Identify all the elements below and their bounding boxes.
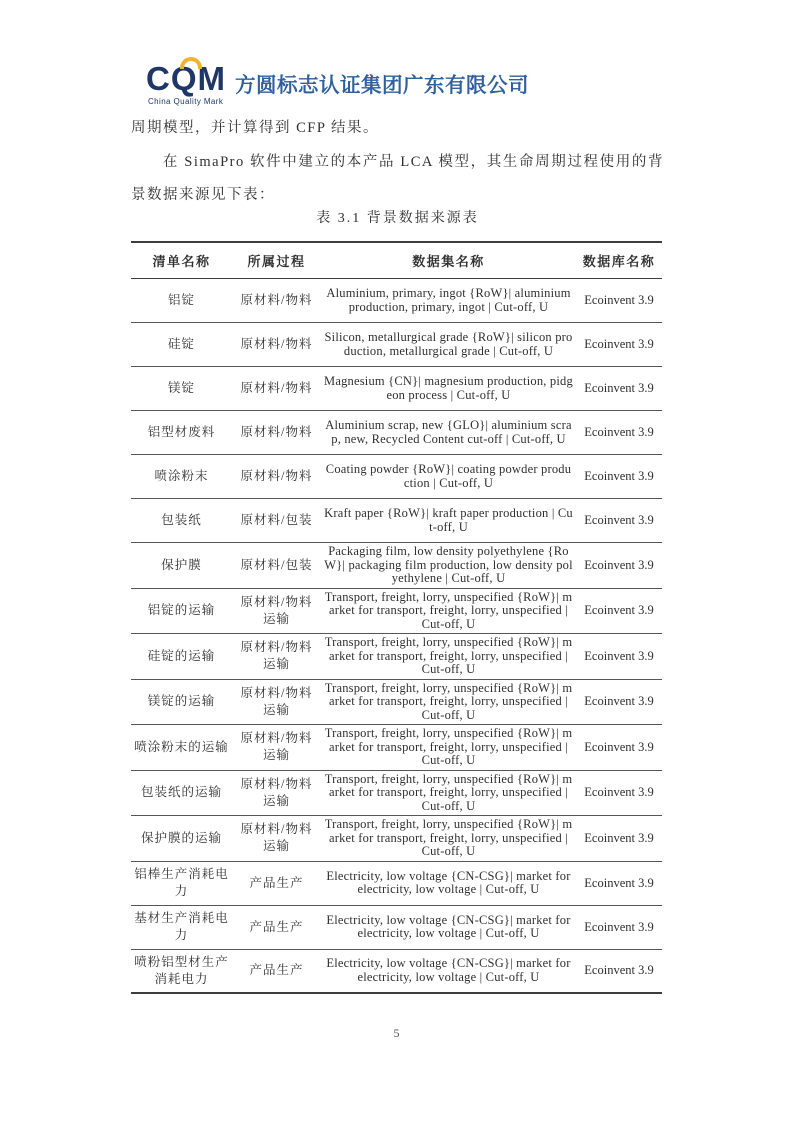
cell-process: 产品生产 [232,861,321,905]
cell-dataset: Aluminium scrap, new {GLO}| aluminium scrap, new, Recycled Content cut-off | Cut-off, U [321,411,576,455]
cell-process: 原材料/物料 [232,455,321,499]
cell-inventory-name: 铝型材废料 [131,411,232,455]
cell-database: Ecoinvent 3.9 [576,816,662,862]
cell-dataset: Packaging film, low density polyethylene {RoW}| packaging film production, low density polyethylene | Cut-off, U [321,543,576,589]
page-number: 5 [393,1026,400,1040]
cell-database: Ecoinvent 3.9 [576,323,662,367]
table-row [131,455,662,499]
table-row [131,588,662,634]
cell-dataset: Transport, freight, lorry, unspecified {RoW}| market for transport, freight, lorry, unspecified | Cut-off, U [321,725,576,771]
cell-inventory-name: 保护膜 [131,543,232,589]
header-database-name: 数据库名称 [576,242,662,279]
cqm-logo [146,62,226,106]
cell-process: 原材料/物料运输 [232,770,321,816]
cell-process: 产品生产 [249,963,304,978]
cell-dataset: Silicon, metallurgical grade {RoW}| silicon production, metallurgical grade | Cut-off, U [321,323,576,367]
header-process: 所属过程 [232,242,321,279]
cell-dataset: Aluminium, primary, ingot {RoW}| aluminium production, primary, ingot | Cut-off, U [321,279,576,323]
cell-database: Ecoinvent 3.9 [576,499,662,543]
table-row [131,770,662,816]
table-row [131,861,662,905]
logo-acronym: CQM [146,60,226,97]
cell-database: Ecoinvent 3.9 [576,279,662,323]
cell-process: 原材料/物料运输 [232,679,321,725]
cell-dataset: Electricity, low voltage {CN-CSG}| market for electricity, low voltage | Cut-off, U [321,905,576,949]
table-row [131,499,662,543]
table-row [131,634,662,680]
cell-dataset: Coating powder {RoW}| coating powder production | Cut-off, U [321,455,576,499]
cell-process: 原材料/包装 [232,499,321,543]
table-row [131,367,662,411]
cell-process: 原材料/物料运输 [232,634,321,680]
company-name: 方圆标志认证集团广东有限公司 [235,74,529,97]
header-inventory-name: 清单名称 [131,242,232,279]
table-caption: 表 3.1 背景数据来源表 [316,211,479,226]
cell-inventory-name: 包装纸 [131,499,232,543]
cell-process: 原材料/包装 [232,543,321,589]
cell-inventory-name: 喷涂粉末的运输 [131,725,232,771]
cell-database: Ecoinvent 3.9 [576,861,662,905]
cell-database: Ecoinvent 3.9 [576,588,662,634]
cell-inventory-name: 喷粉铝型材生产消耗电力 [134,954,229,986]
cell-inventory-name: 镁锭 [131,367,232,411]
table-row [131,411,662,455]
paragraph-cfp-result: 周期模型，并计算得到 CFP 结果。 [131,120,380,136]
cell-inventory-name: 镁锭的运输 [131,679,232,725]
cell-inventory-name: 包装纸的运输 [131,770,232,816]
table-row [131,679,662,725]
cell-process: 产品生产 [232,905,321,949]
table-row [131,725,662,771]
logo-tagline: China Quality Mark [148,97,224,106]
cell-database: Ecoinvent 3.9 [576,543,662,589]
table-row [131,905,662,949]
table-row [131,323,662,367]
cell-inventory-name: 硅锭 [131,323,232,367]
logo-arc-icon [176,54,206,69]
cell-database: Ecoinvent 3.9 [584,963,654,978]
cell-inventory-name: 喷涂粉末 [131,455,232,499]
header-logo [146,62,529,106]
cell-database: Ecoinvent 3.9 [576,455,662,499]
table-row [131,543,662,589]
cell-process: 原材料/物料 [232,279,321,323]
cell-inventory-name: 基材生产消耗电力 [131,905,232,949]
background-data-table [131,241,662,994]
paragraph-simapro-intro: 在 SimaPro 软件中建立的本产品 LCA 模型，其生命周期过程使用的背景数据来源见下表： [131,154,664,203]
cell-database: Ecoinvent 3.9 [576,905,662,949]
table-row [131,949,662,993]
cell-inventory-name: 硅锭的运输 [131,634,232,680]
cell-process: 原材料/物料运输 [232,725,321,771]
cell-dataset: Magnesium {CN}| magnesium production, pidgeon process | Cut-off, U [321,367,576,411]
cell-dataset: Transport, freight, lorry, unspecified {RoW}| market for transport, freight, lorry, unspecified | Cut-off, U [321,679,576,725]
cell-process: 原材料/物料 [232,411,321,455]
table-header-row [131,242,662,279]
cell-dataset: Transport, freight, lorry, unspecified {RoW}| market for transport, freight, lorry, unspecified | Cut-off, U [321,816,576,862]
cell-database: Ecoinvent 3.9 [576,679,662,725]
cell-inventory-name: 铝锭的运输 [131,588,232,634]
header-dataset-name: 数据集名称 [321,242,576,279]
cell-process: 原材料/物料运输 [232,588,321,634]
cell-dataset: Kraft paper {RoW}| kraft paper production | Cut-off, U [321,499,576,543]
cell-dataset: Transport, freight, lorry, unspecified {RoW}| market for transport, freight, lorry, unspecified | Cut-off, U [321,770,576,816]
cell-process: 原材料/物料运输 [232,816,321,862]
table-row [131,279,662,323]
cell-inventory-name: 铝棒生产消耗电力 [131,861,232,905]
cell-database: Ecoinvent 3.9 [576,634,662,680]
cell-process: 原材料/物料 [232,323,321,367]
cell-inventory-name: 铝锭 [131,279,232,323]
cell-database: Ecoinvent 3.9 [576,725,662,771]
cell-process: 原材料/物料 [232,367,321,411]
table-body [131,279,662,994]
cell-database: Ecoinvent 3.9 [576,367,662,411]
cell-dataset: Transport, freight, lorry, unspecified {RoW}| market for transport, freight, lorry, unspecified | Cut-off, U [321,588,576,634]
cell-database: Ecoinvent 3.9 [576,770,662,816]
cell-database: Ecoinvent 3.9 [576,411,662,455]
cell-dataset: Electricity, low voltage {CN-CSG}| market for electricity, low voltage | Cut-off, U [326,956,571,984]
table-row [131,816,662,862]
cell-inventory-name: 保护膜的运输 [131,816,232,862]
cell-dataset: Transport, freight, lorry, unspecified {RoW}| market for transport, freight, lorry, unspecified | Cut-off, U [321,634,576,680]
cell-dataset: Electricity, low voltage {CN-CSG}| market for electricity, low voltage | Cut-off, U [321,861,576,905]
